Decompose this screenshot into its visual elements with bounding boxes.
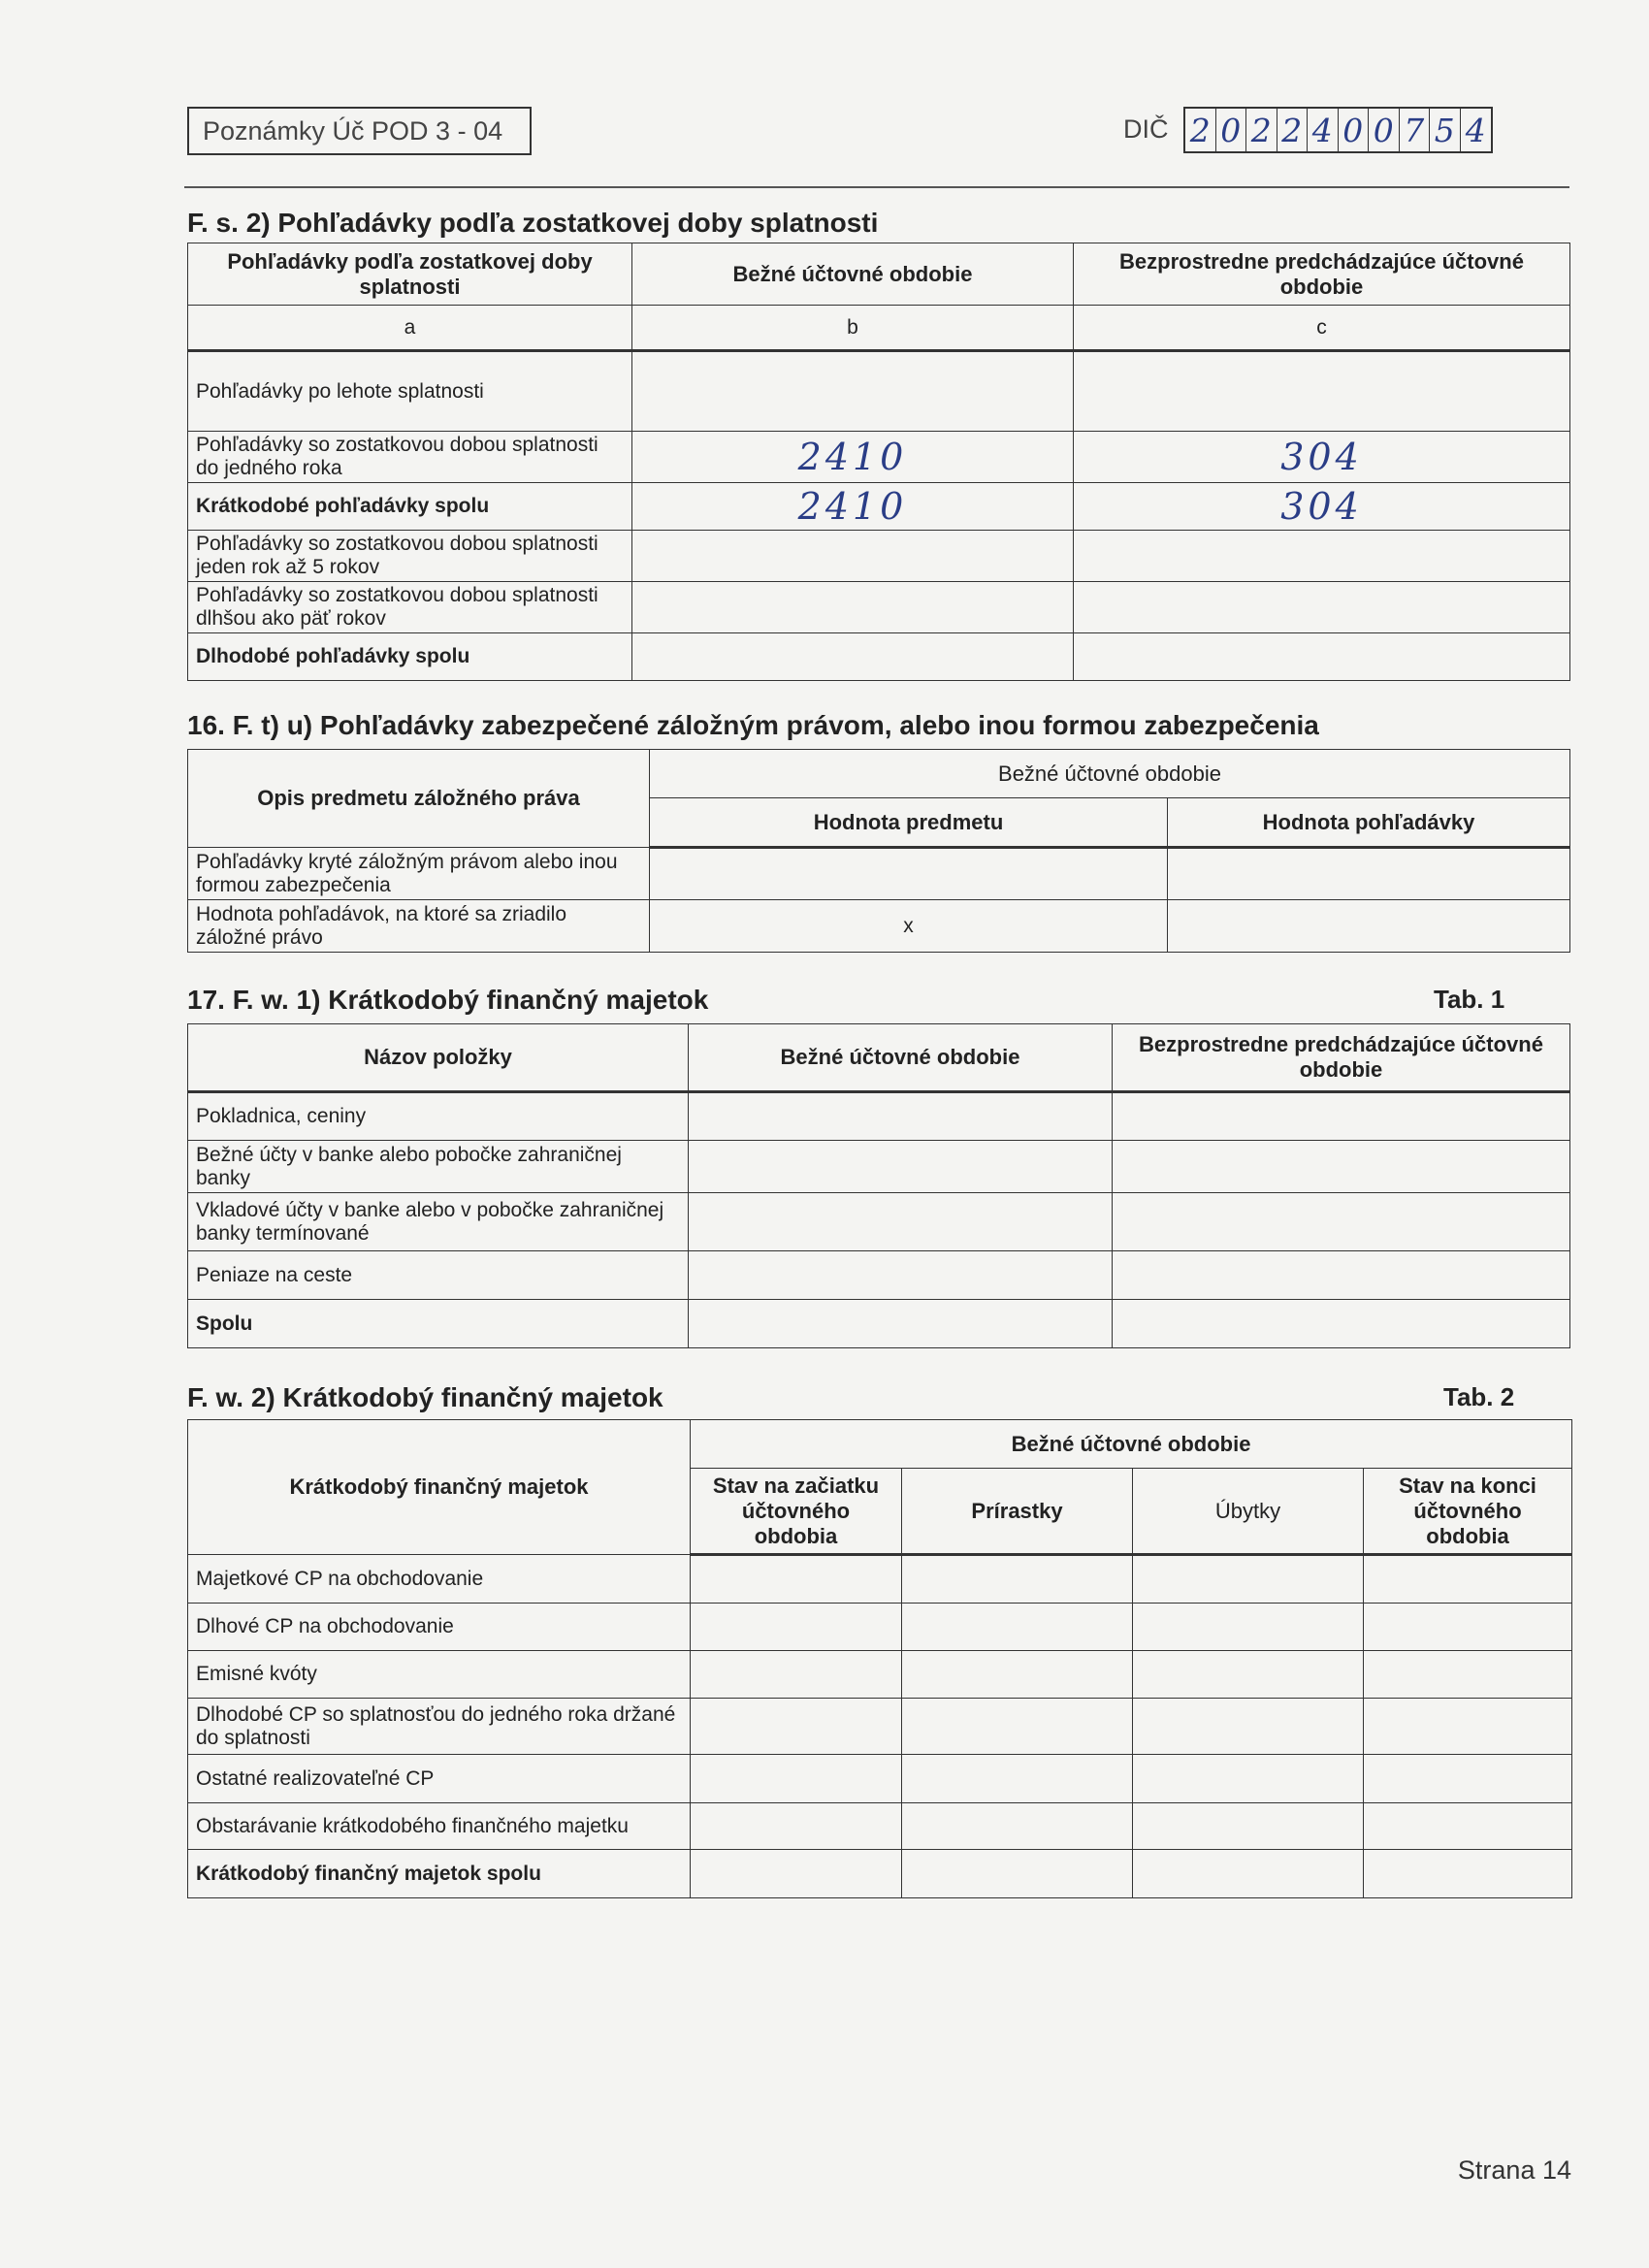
- col-header-a: Pohľadávky podľa zostatkovej doby splatnosti: [188, 243, 632, 306]
- value-cell[interactable]: [689, 1092, 1113, 1141]
- row-label: Dlhodobé CP so splatnosťou do jedného roka držané do splatnosti: [188, 1699, 691, 1755]
- row-label: Majetkové CP na obchodovanie: [188, 1555, 691, 1604]
- row-label: Pohľadávky so zostatkovou dobou splatnosti do jedného roka: [188, 432, 632, 483]
- row-label: Pohľadávky so zostatkovou dobou splatnosti jeden rok až 5 rokov: [188, 531, 632, 582]
- row-label: Emisné kvóty: [188, 1651, 691, 1699]
- secured-receivables-table: [187, 749, 1570, 953]
- col-header-b: Bežné účtovné obdobie: [632, 243, 1074, 306]
- value-cell[interactable]: [1113, 1193, 1570, 1251]
- value-cell[interactable]: [902, 1604, 1133, 1651]
- value-cell[interactable]: [632, 351, 1074, 432]
- value-cell[interactable]: [1168, 848, 1570, 900]
- form-title-box: [187, 107, 532, 155]
- col-header-period: Bežné účtovné obdobie: [650, 750, 1570, 798]
- value-cell[interactable]: [689, 1251, 1113, 1300]
- row-label: Pohľadávky kryté záložným právom alebo inou formou zabezpečenia: [188, 848, 650, 900]
- value-cell[interactable]: 304: [1074, 483, 1570, 531]
- value-cell[interactable]: [902, 1850, 1133, 1898]
- col-header-period: Bežné účtovné obdobie: [691, 1420, 1572, 1469]
- col-header-opis: Opis predmetu záložného práva: [188, 750, 650, 848]
- tab-1-label: Tab. 1: [1434, 985, 1505, 1014]
- row-label: Peniaze na ceste: [188, 1251, 689, 1300]
- row-label: Vkladové účty v banke alebo v pobočke zahraničnej banky termínované: [188, 1193, 689, 1251]
- row-label: Dlhodobé pohľadávky spolu: [188, 633, 632, 681]
- value-cell[interactable]: [1074, 351, 1570, 432]
- value-cell[interactable]: [902, 1555, 1133, 1604]
- value-cell[interactable]: [1133, 1803, 1364, 1850]
- value-cell[interactable]: [650, 848, 1168, 900]
- dic-digit[interactable]: 4: [1308, 109, 1339, 151]
- section-fs2-title: F. s. 2) Pohľadávky podľa zostatkovej doby splatnosti: [187, 208, 879, 238]
- col-letter-c: c: [1074, 306, 1570, 351]
- value-cell[interactable]: [691, 1651, 902, 1699]
- value-cell[interactable]: 2410: [632, 483, 1074, 531]
- col-letter-a: a: [188, 306, 632, 351]
- value-cell[interactable]: [1074, 633, 1570, 681]
- value-cell[interactable]: [1364, 1850, 1572, 1898]
- section-17-title: 17. F. w. 1) Krátkodobý finančný majetok: [187, 985, 709, 1015]
- dic-digit[interactable]: 2: [1277, 109, 1309, 151]
- dic-label: DIČ: [1123, 114, 1169, 144]
- value-cell[interactable]: 304: [1074, 432, 1570, 483]
- value-cell[interactable]: [1364, 1555, 1572, 1604]
- value-cell[interactable]: [1113, 1141, 1570, 1193]
- value-cell[interactable]: [691, 1755, 902, 1803]
- dic-digit[interactable]: 7: [1400, 109, 1431, 151]
- row-label: Krátkodobý finančný majetok spolu: [188, 1850, 691, 1898]
- value-cell[interactable]: [632, 531, 1074, 582]
- header-divider: [184, 186, 1569, 188]
- receivables-maturity-table: [187, 243, 1570, 681]
- col-letter-b: b: [632, 306, 1074, 351]
- short-term-financial-assets-table-2: [187, 1419, 1572, 1898]
- value-cell[interactable]: [902, 1755, 1133, 1803]
- row-label: Hodnota pohľadávok, na ktoré sa zriadilo záložné právo: [188, 900, 650, 953]
- value-cell[interactable]: [1133, 1651, 1364, 1699]
- col-header-c: Bezprostredne predchádzajúce účtovné obdobie: [1074, 243, 1570, 306]
- row-label: Krátkodobé pohľadávky spolu: [188, 483, 632, 531]
- value-cell[interactable]: [1133, 1555, 1364, 1604]
- value-cell[interactable]: x: [650, 900, 1168, 953]
- short-term-financial-assets-table-1: [187, 1023, 1570, 1348]
- value-cell[interactable]: [1113, 1092, 1570, 1141]
- row-label: Spolu: [188, 1300, 689, 1348]
- value-cell[interactable]: [1133, 1699, 1364, 1755]
- value-cell[interactable]: [1133, 1755, 1364, 1803]
- dic-digit[interactable]: 4: [1465, 111, 1486, 149]
- col-header-hodnota-predmetu: Hodnota predmetu: [650, 798, 1168, 848]
- dic-digit[interactable]: 5: [1430, 109, 1461, 151]
- value-cell[interactable]: [1364, 1803, 1572, 1850]
- value-cell[interactable]: [1074, 582, 1570, 633]
- section-16-title: 16. F. t) u) Pohľadávky zabezpečené záložným právom, alebo inou formou zabezpečenia: [187, 710, 1319, 740]
- dic-digit[interactable]: 0: [1216, 109, 1247, 151]
- value-cell[interactable]: [1364, 1755, 1572, 1803]
- value-cell[interactable]: [691, 1803, 902, 1850]
- page-number: Strana 14: [1457, 2155, 1571, 2185]
- value-cell[interactable]: [691, 1555, 902, 1604]
- dic-digit[interactable]: 2: [1185, 109, 1216, 151]
- col-header-prirastky: Prírastky: [902, 1469, 1133, 1555]
- section-fw2-title: F. w. 2) Krátkodobý finančný majetok: [187, 1382, 663, 1412]
- value-cell[interactable]: [1168, 900, 1570, 953]
- row-label: Bežné účty v banke alebo pobočke zahraničnej banky: [188, 1141, 689, 1193]
- col-header-stav-kon: Stav na konci účtovného obdobia: [1364, 1469, 1572, 1555]
- col-header-nazov: Názov položky: [188, 1024, 689, 1092]
- value-cell[interactable]: [689, 1141, 1113, 1193]
- value-cell[interactable]: [1364, 1651, 1572, 1699]
- value-cell[interactable]: [632, 633, 1074, 681]
- value-cell[interactable]: [902, 1651, 1133, 1699]
- dic-digit[interactable]: 2: [1246, 109, 1277, 151]
- value-cell[interactable]: [689, 1300, 1113, 1348]
- value-cell[interactable]: [1133, 1850, 1364, 1898]
- value-cell[interactable]: [1113, 1300, 1570, 1348]
- form-title: Poznámky Úč POD 3 - 04: [203, 115, 503, 146]
- value-cell[interactable]: [691, 1604, 902, 1651]
- row-label: Ostatné realizovateľné CP: [188, 1755, 691, 1803]
- value-cell[interactable]: [902, 1699, 1133, 1755]
- value-cell[interactable]: [632, 582, 1074, 633]
- value-cell[interactable]: [1133, 1604, 1364, 1651]
- col-header-stav-zac: Stav na začiatku účtovného obdobia: [691, 1469, 902, 1555]
- value-cell[interactable]: [1074, 531, 1570, 582]
- dic-digit[interactable]: 0: [1339, 109, 1370, 151]
- row-label: Pohľadávky po lehote splatnosti: [188, 351, 632, 432]
- col-header-kfm: Krátkodobý finančný majetok: [188, 1420, 691, 1555]
- value-cell[interactable]: [1113, 1251, 1570, 1300]
- row-label: Pohľadávky so zostatkovou dobou splatnosti dlhšou ako päť rokov: [188, 582, 632, 633]
- row-label: Pokladnica, ceniny: [188, 1092, 689, 1141]
- value-cell[interactable]: [1364, 1604, 1572, 1651]
- value-cell[interactable]: [691, 1850, 902, 1898]
- tab-2-label: Tab. 2: [1443, 1382, 1515, 1411]
- value-cell[interactable]: [689, 1193, 1113, 1251]
- value-cell[interactable]: [902, 1803, 1133, 1850]
- row-label: Obstarávanie krátkodobého finančného majetku: [188, 1803, 691, 1850]
- dic-field[interactable]: [1183, 107, 1493, 153]
- col-header-bezne: Bežné účtovné obdobie: [689, 1024, 1113, 1092]
- row-label: Dlhové CP na obchodovanie: [188, 1604, 691, 1651]
- col-header-predch: Bezprostredne predchádzajúce účtovné obdobie: [1113, 1024, 1570, 1092]
- dic-digit[interactable]: 0: [1369, 109, 1400, 151]
- value-cell[interactable]: [691, 1699, 902, 1755]
- col-header-ubytky: Úbytky: [1133, 1469, 1364, 1555]
- col-header-hodnota-pohladavky: Hodnota pohľadávky: [1168, 798, 1570, 848]
- value-cell[interactable]: [1364, 1699, 1572, 1755]
- value-cell[interactable]: 2410: [632, 432, 1074, 483]
